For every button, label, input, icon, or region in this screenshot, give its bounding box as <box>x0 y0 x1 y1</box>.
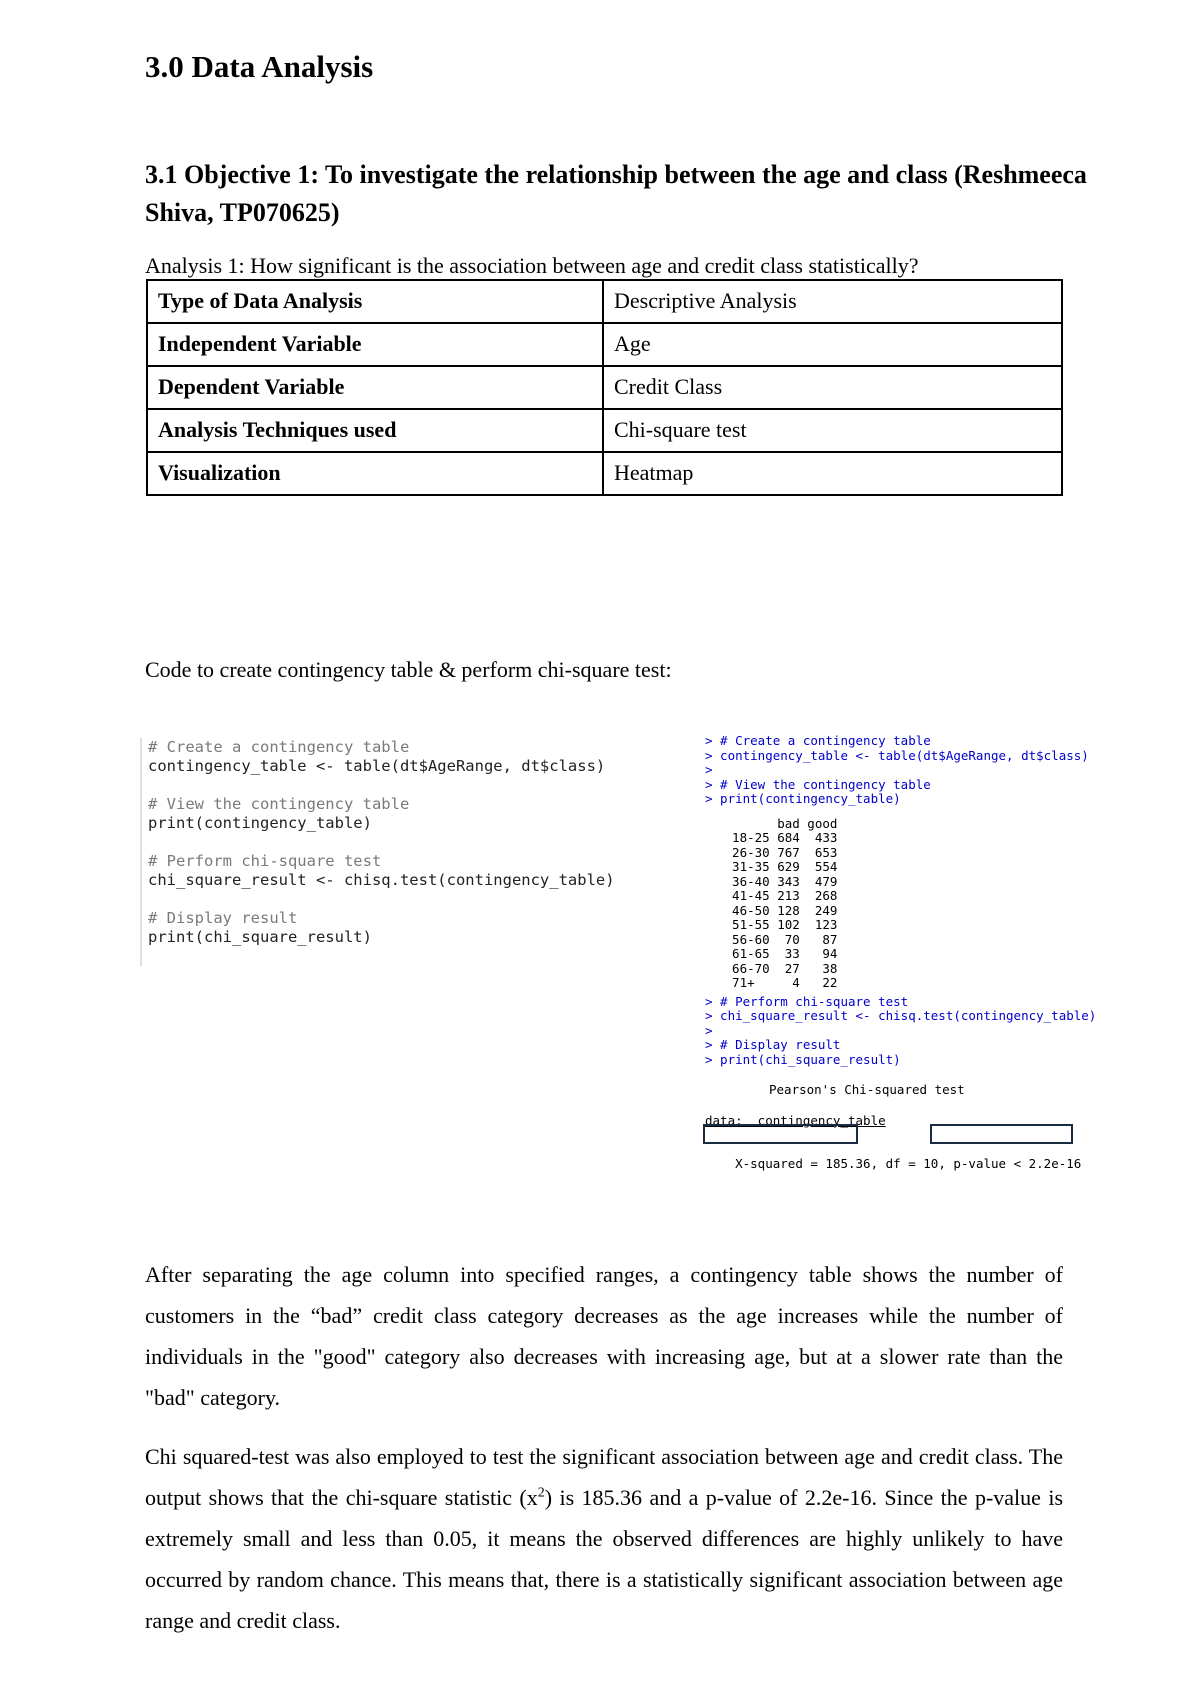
section-heading: 3.0 Data Analysis <box>145 49 374 84</box>
table-value: Descriptive Analysis <box>603 280 1062 323</box>
console-command: > print(contingency_table) <box>705 791 901 806</box>
table-key: Analysis Techniques used <box>147 409 603 452</box>
table-row <box>147 409 1062 452</box>
objective-heading: 3.1 Objective 1: To investigate the relationship between the age and class (Reshmeeca Shiva, TP070625) <box>145 160 1087 227</box>
contingency-row: 51-55 102 123 <box>717 917 838 932</box>
console-command: > # Perform chi-square test <box>705 993 909 1009</box>
table-key: Type of Data Analysis <box>147 280 603 323</box>
x-squared-value: X-squared = 185.36, <box>735 1156 879 1171</box>
contingency-row: 41-45 213 268 <box>717 888 838 903</box>
code-intro-text: Code to create contingency table & perform chi-square test: <box>145 657 672 682</box>
paragraph-text: Chi squared-test was also employed to test the significant association between age and credit class. The output shows that the chi-square statistic (x <box>145 1444 1063 1510</box>
r-script-snippet <box>140 738 660 966</box>
contingency-row: 36-40 343 479 <box>717 873 838 889</box>
contingency-row: 66-70 27 38 <box>717 960 838 976</box>
console-command: > # Display result <box>705 1037 841 1052</box>
code-line: chi_square_result <- chisq.test(contingency_table) <box>148 871 615 889</box>
contingency-row: 61-65 33 94 <box>717 946 838 961</box>
body-paragraph: After separating the age column into specified ranges, a contingency table shows the number of customers in the “bad” credit class category decreases as the age increases while the number of individuals in the "good" category also decreases with increasing age, but at a slower rate than the "bad" category. <box>145 1262 1063 1410</box>
contingency-row: 26-30 767 653 <box>717 844 838 860</box>
analysis-info-table <box>146 279 1063 496</box>
data-source-output: data: contingency_table <box>705 1112 886 1128</box>
table-row <box>147 366 1062 409</box>
body-paragraph <box>145 1436 1063 1641</box>
code-line: print(contingency_table) <box>148 814 372 832</box>
table-key: Dependent Variable <box>147 366 603 409</box>
code-line: print(chi_square_result) <box>148 928 372 946</box>
table-value: Chi-square test <box>603 409 1062 452</box>
contingency-table-output <box>717 817 1125 991</box>
p-value: p-value < 2.2e-16 <box>953 1156 1082 1171</box>
table-value: Credit Class <box>603 366 1062 409</box>
contingency-row: 18-25 684 433 <box>717 830 838 845</box>
superscript: 2 <box>537 1485 545 1501</box>
code-comment: # Display result <box>148 909 298 927</box>
console-command: > contingency_table <- table(dt$AgeRange, dt$class) <box>705 747 1089 763</box>
table-key: Visualization <box>147 452 603 495</box>
test-statistics-output <box>705 1128 1125 1171</box>
contingency-row: 71+ 4 22 <box>717 975 838 990</box>
code-comment: # View the contingency table <box>148 795 410 813</box>
table-value: Age <box>603 323 1062 366</box>
console-command: > # View the contingency table <box>705 776 931 792</box>
p-value-highlight-box <box>930 1124 1073 1144</box>
contingency-row: 56-60 70 87 <box>717 931 838 947</box>
contingency-row: 31-35 629 554 <box>717 859 838 874</box>
table-row <box>147 280 1062 323</box>
code-comment: # Perform chi-square test <box>148 852 382 870</box>
console-command: > <box>705 762 713 777</box>
code-comment: # Create a contingency table <box>148 738 410 756</box>
console-command: > # Create a contingency table <box>705 733 931 748</box>
analysis-caption: Analysis 1: How significant is the association between age and credit class statistically? <box>145 253 919 278</box>
table-row <box>147 323 1062 366</box>
console-command: > <box>705 1022 713 1038</box>
df-value: df = 10, <box>878 1156 954 1171</box>
table-key: Independent Variable <box>147 323 603 366</box>
x-squared-highlight-box <box>703 1124 858 1144</box>
paragraph-text: ) is 185.36 and a p-value of 2.2e-16. Since the p-value is extremely small and less than 0.05, it means the observed differences are highly unlikely to have occurred by random chance. This means that, there is a statistically significant association between age range and credit class. <box>145 1485 1064 1633</box>
table-value: Heatmap <box>603 452 1062 495</box>
r-console-output <box>705 734 1125 1174</box>
table-row <box>147 452 1062 495</box>
code-line: contingency_table <- table(dt$AgeRange, dt$class) <box>148 757 606 775</box>
test-title-output: Pearson's Chi-squared test <box>769 1082 965 1097</box>
console-command: > print(chi_square_result) <box>705 1051 901 1067</box>
contingency-row: 46-50 128 249 <box>717 902 838 918</box>
console-command: > chi_square_result <- chisq.test(contingency_table) <box>705 1008 1097 1023</box>
contingency-header: bad good <box>717 815 838 831</box>
